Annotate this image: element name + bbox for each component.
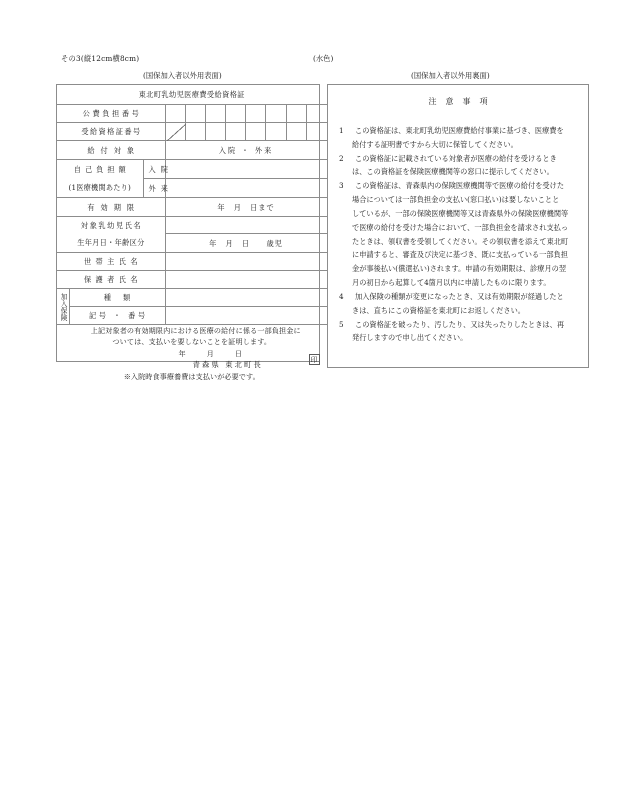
note-line: 金が事後払い(償還払い)されます。申請の有効期限は、診療月の翌: [352, 264, 567, 274]
household-head-label: 世帯主氏名: [57, 253, 165, 271]
certification-line-1: 上記対象者の有効期限内における医療の給付に係る一部負担金に: [90, 326, 301, 335]
note-line: で医療の給付を受けた場合において、一部負担金を請求され支払っ: [352, 222, 569, 232]
note-line: しているが、一部の保険医療機関等又は青森県外の保険医療機関等: [352, 208, 569, 218]
note-number: 4: [339, 291, 344, 301]
public-burden-number-cell-6[interactable]: [266, 105, 286, 123]
certificate-number-cell-1[interactable]: [165, 123, 185, 141]
public-burden-number-label: 公費負担番号: [57, 105, 165, 123]
note-number: 5: [339, 319, 344, 329]
table-row-self-pay-inpatient: [57, 160, 327, 179]
table-row-certificate-number: [57, 123, 327, 141]
public-burden-number-cell-4[interactable]: [226, 105, 246, 123]
insurance-symbol-label: 記号 ・ 番号: [69, 307, 165, 325]
validity-value[interactable]: 年 月 日まで: [165, 198, 327, 217]
table-row-insurance-type: [57, 289, 327, 307]
table-row-public-burden-number: [57, 105, 327, 123]
certificate-number-cell-3[interactable]: [205, 123, 225, 141]
note-text: [352, 290, 577, 318]
benefit-target-value[interactable]: 入院 ・ 外来: [165, 141, 327, 160]
table-row-household-head: [57, 253, 327, 271]
birth-age-value[interactable]: 年 月 日 歳児: [165, 234, 327, 253]
guardian-label: 保護者氏名: [57, 271, 165, 289]
note-text: [352, 318, 577, 346]
table-row-validity: [57, 198, 327, 217]
front-card: [56, 84, 320, 382]
list-item: [339, 179, 577, 290]
note-line: 場合については一部負担金の支払い(窓口払い)は要しないことと: [352, 195, 560, 205]
note-line: この資格証は、東北町乳幼児医療費給付事業に基づき、医療費を: [355, 126, 564, 135]
certificate-number-cell-6[interactable]: [266, 123, 286, 141]
list-item: [339, 152, 577, 180]
note-number: 3: [339, 181, 344, 191]
back-side-label: (国保加入者以外用裏面): [411, 71, 490, 80]
guardian-value[interactable]: [165, 271, 327, 289]
notes-list: [328, 107, 588, 345]
certification-mayor-line: 青森県 東北町長: [192, 360, 263, 370]
note-line: 加入保険の種類が変更になったとき、又は有効期限が経過したと: [355, 291, 564, 301]
outpatient-label: 外来: [143, 179, 165, 198]
note-line: この資格証を破ったり、汚したり、又は失ったりしたときは、再: [355, 319, 565, 329]
public-burden-number-cell-2[interactable]: [185, 105, 205, 123]
note-text: [352, 124, 577, 152]
self-pay-label: 自己負担額: [57, 160, 143, 179]
certificate-number-cell-2[interactable]: [185, 123, 205, 141]
list-item: [339, 124, 577, 152]
certificate-number-cell-7[interactable]: [286, 123, 306, 141]
note-line: 月の初日から起算して4箇月以内に申請したものに限ります。: [352, 278, 551, 288]
note-line: に申請すると、審査及び決定に基づき、既に支払っている一部負担: [352, 250, 568, 260]
note-line: きは、直ちにこの資格証を東北町にお返しください。: [352, 305, 525, 315]
self-pay-outpatient-value[interactable]: [165, 179, 327, 198]
note-number: 1: [339, 126, 344, 135]
list-item: [339, 290, 577, 318]
table-row-insurance-symbol: [57, 307, 327, 325]
self-pay-sublabel: (1医療機関あたり): [57, 179, 143, 198]
note-line: たときは、領収書を受領してください。その領収書を添えて東北町: [352, 236, 569, 246]
note-line: は、この資格証を保険医療機関等の窓口に提示してください。: [352, 167, 554, 177]
table-row-benefit-target: [57, 141, 327, 160]
certificate-number-label: 受給資格証番号: [57, 123, 165, 141]
insurance-vertical-label: 加入保険: [59, 292, 68, 321]
list-item: [339, 318, 577, 346]
inpatient-label: 入院: [143, 160, 165, 179]
table-row-title: [57, 85, 327, 105]
child-name-value[interactable]: [165, 217, 327, 234]
certificate-number-cell-4[interactable]: [226, 123, 246, 141]
table-row-child-name: [57, 217, 327, 234]
note-line: この資格証は、青森県内の保険医療機関等で医療の給付を受けた: [355, 181, 565, 191]
insurance-type-label: 種類: [69, 289, 165, 307]
birth-age-label: 生年月日・年齢区分: [57, 234, 165, 253]
note-text: [352, 179, 577, 290]
insurance-type-value[interactable]: [165, 289, 327, 307]
benefit-target-label: 給付対象: [57, 141, 165, 160]
certification-note: ※入院時食事療養費は支払いが必要です。: [123, 372, 260, 382]
table-row-certification: [57, 325, 327, 383]
table-row-birth-age: [57, 234, 327, 253]
note-line: 発行しますので申し出てください。: [352, 333, 468, 343]
note-line: この資格証に記載されている対象者が医療の給付を受けるとき: [355, 153, 557, 163]
form-size-label: その3(縦12cm横8cm): [61, 54, 140, 63]
certification-line-2: ついては、支払いを要しないことを証明します。: [112, 337, 272, 347]
certification-date-line[interactable]: 年 月 日: [178, 348, 249, 358]
certificate-number-cell-8[interactable]: [306, 123, 326, 141]
certification-block: [57, 325, 327, 383]
child-name-label: 対象乳幼児氏名: [57, 217, 165, 234]
table-row-guardian: [57, 271, 327, 289]
self-pay-inpatient-value[interactable]: [165, 160, 327, 179]
household-head-value[interactable]: [165, 253, 327, 271]
form-color-label: (水色): [313, 54, 334, 63]
public-burden-number-cell-8[interactable]: [306, 105, 326, 123]
certificate-number-cell-5[interactable]: [246, 123, 266, 141]
insurance-symbol-value[interactable]: [165, 307, 327, 325]
public-burden-number-cell-1[interactable]: [165, 105, 185, 123]
note-number: 2: [339, 153, 344, 163]
table-row-self-pay-outpatient: [57, 179, 327, 198]
public-burden-number-cell-5[interactable]: [246, 105, 266, 123]
back-card: [327, 84, 589, 368]
validity-label: 有効期限: [57, 198, 165, 217]
seal-box: 印: [310, 355, 318, 364]
public-burden-number-cell-7[interactable]: [286, 105, 306, 123]
note-text: [352, 152, 577, 180]
card-title: 東北町乳幼児医療費受給資格証: [57, 85, 327, 105]
note-line: 給付する証明書ですから大切に保管してください。: [352, 139, 518, 149]
notes-title: 注意事項: [428, 97, 497, 106]
front-card-table: [57, 85, 327, 383]
public-burden-number-cell-3[interactable]: [205, 105, 225, 123]
front-side-label: (国保加入者以外用表面): [143, 71, 222, 80]
